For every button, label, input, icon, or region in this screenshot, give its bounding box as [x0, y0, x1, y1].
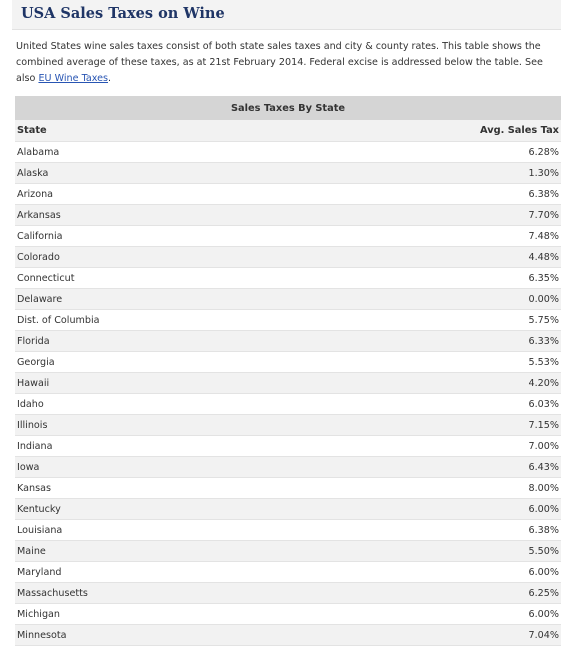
- table-row: [15, 226, 561, 247]
- sales-tax-cell: 6.35%: [343, 268, 561, 289]
- sales-tax-cell: 6.38%: [343, 184, 561, 205]
- table-body: [15, 142, 561, 646]
- sales-tax-cell: 5.50%: [343, 541, 561, 562]
- sales-tax-cell: 6.43%: [343, 457, 561, 478]
- state-cell: Kentucky: [15, 499, 343, 520]
- table-row: [15, 352, 561, 373]
- sales-tax-cell: 7.04%: [343, 625, 561, 646]
- sales-tax-cell: 6.28%: [343, 142, 561, 163]
- state-cell: Illinois: [15, 415, 343, 436]
- state-cell: Maryland: [15, 562, 343, 583]
- state-cell: Kansas: [15, 478, 343, 499]
- state-cell: Iowa: [15, 457, 343, 478]
- sales-tax-cell: 7.70%: [343, 205, 561, 226]
- state-cell: Dist. of Columbia: [15, 310, 343, 331]
- table-row: [15, 205, 561, 226]
- state-cell: Massachusetts: [15, 583, 343, 604]
- state-cell: Colorado: [15, 247, 343, 268]
- state-cell: Florida: [15, 331, 343, 352]
- table-row: [15, 415, 561, 436]
- sales-tax-cell: 6.38%: [343, 520, 561, 541]
- sales-tax-cell: 6.25%: [343, 583, 561, 604]
- state-cell: Minnesota: [15, 625, 343, 646]
- sales-tax-cell: 5.53%: [343, 352, 561, 373]
- table-row: [15, 625, 561, 646]
- state-cell: Connecticut: [15, 268, 343, 289]
- sales-tax-cell: 5.75%: [343, 310, 561, 331]
- table-row: [15, 289, 561, 310]
- sales-tax-cell: 6.00%: [343, 499, 561, 520]
- table-row: [15, 436, 561, 457]
- sales-tax-cell: 6.00%: [343, 604, 561, 625]
- state-cell: Louisiana: [15, 520, 343, 541]
- table-row: [15, 373, 561, 394]
- state-cell: Hawaii: [15, 373, 343, 394]
- table-caption: Sales Taxes By State: [15, 96, 561, 120]
- sales-tax-cell: 7.00%: [343, 436, 561, 457]
- state-cell: Indiana: [15, 436, 343, 457]
- sales-tax-cell: 1.30%: [343, 163, 561, 184]
- page-title: USA Sales Taxes on Wine: [21, 5, 225, 22]
- state-cell: Alaska: [15, 163, 343, 184]
- state-cell: California: [15, 226, 343, 247]
- sales-tax-cell: 6.00%: [343, 562, 561, 583]
- page-header: [12, 0, 561, 30]
- table-row: [15, 310, 561, 331]
- intro-text: United States wine sales taxes consist of both state sales taxes and city & county rates. This table shows the combined average of these taxes, as at 21st February 2014. Federal excise is addressed below the table. See also: [16, 41, 543, 84]
- state-cell: Delaware: [15, 289, 343, 310]
- sales-tax-cell: 8.00%: [343, 478, 561, 499]
- column-header-sales-tax: Avg. Sales Tax: [343, 120, 561, 142]
- table-row: [15, 562, 561, 583]
- sales-tax-cell: 4.48%: [343, 247, 561, 268]
- column-header-state: State: [15, 120, 343, 142]
- table-row: [15, 583, 561, 604]
- table-row: [15, 331, 561, 352]
- sales-tax-cell: 6.03%: [343, 394, 561, 415]
- state-cell: Idaho: [15, 394, 343, 415]
- table-row: [15, 604, 561, 625]
- eu-wine-taxes-link[interactable]: EU Wine Taxes: [38, 72, 109, 84]
- sales-tax-cell: 6.33%: [343, 331, 561, 352]
- table-row: [15, 268, 561, 289]
- intro-text-end: .: [108, 72, 112, 84]
- table-row: [15, 478, 561, 499]
- sales-tax-cell: 7.48%: [343, 226, 561, 247]
- state-cell: Maine: [15, 541, 343, 562]
- sales-tax-table: [15, 96, 561, 646]
- sales-tax-cell: 7.15%: [343, 415, 561, 436]
- table-row: [15, 163, 561, 184]
- table-row: [15, 541, 561, 562]
- table-row: [15, 520, 561, 541]
- table-row: [15, 247, 561, 268]
- table-row: [15, 394, 561, 415]
- sales-tax-cell: 0.00%: [343, 289, 561, 310]
- sales-tax-cell: 4.20%: [343, 373, 561, 394]
- state-cell: Alabama: [15, 142, 343, 163]
- state-cell: Michigan: [15, 604, 343, 625]
- table-row: [15, 184, 561, 205]
- state-cell: Georgia: [15, 352, 343, 373]
- table-row: [15, 457, 561, 478]
- table-row: [15, 499, 561, 520]
- state-cell: Arkansas: [15, 205, 343, 226]
- intro-paragraph: [16, 39, 562, 86]
- state-cell: Arizona: [15, 184, 343, 205]
- table-row: [15, 142, 561, 163]
